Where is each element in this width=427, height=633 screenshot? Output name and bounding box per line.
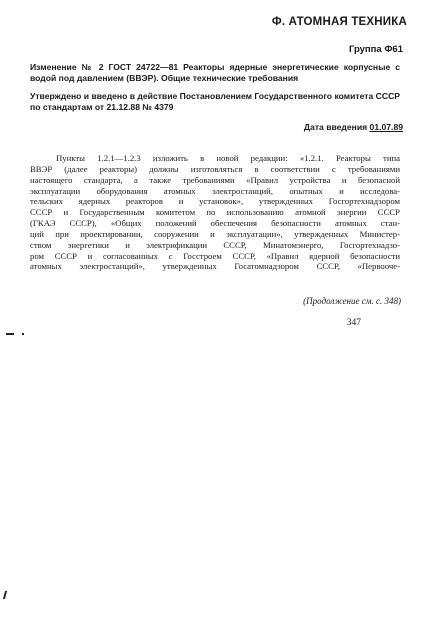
body-line: настоящего стандарта, а также требованиями «Правил устройства и безопасной (30, 174, 400, 185)
date-value: 01.07.89 (369, 122, 403, 132)
section-header: Ф. АТОМНАЯ ТЕХНИКА (271, 16, 407, 28)
date-label: Дата введения (303, 122, 368, 132)
approval-statement: Утверждено и введено в действие Постановлением Государственного комитета СССР по стандартам от 21.12.88 № 4379 (30, 91, 401, 112)
body-line: СССР и Государственным комитетом по использованию атомной энергии СССР (30, 207, 400, 218)
body-line: Пункты 1.2.1—1.2.3 изложить в новой редакции: «1.2.1. Реакторы типа (56, 153, 400, 163)
body-line: атомных электростанций», утвержденных Госатомнадзором СССР, «Первооче- (30, 261, 400, 272)
effective-date (304, 122, 403, 132)
body-line: (ГКАЭ СССР), «Общих положений обеспечения безопасности атомных стан- (30, 218, 400, 229)
scan-mark-corner (3, 591, 7, 599)
scan-mark-dash (6, 333, 14, 335)
page-number: 347 (346, 318, 361, 328)
body-line: эксплуатации оборудования атомных электростанций, опытных и исследова- (30, 185, 400, 196)
body-line: ством энергетики и электрификации СССР, Минатомэнерго, Госгортехнадзо- (30, 239, 400, 250)
body-line: ций при проектировании, сооружении и эксплуатации», утвержденных Министер- (30, 228, 400, 239)
body-line: ром СССР и согласованных с Госстроем СССР, «Правил ядерной безопасности (30, 250, 400, 261)
scan-mark-dot (22, 333, 24, 335)
continuation-note: (Продолжение см. с. 348) (303, 296, 401, 306)
change-title: Изменение № 2 ГОСТ 24722—81 Реакторы ядерные энергетические корпусные с водой под давлением (ВВЭР). Общие технические требования (30, 62, 400, 83)
body-line: ВВЭР (далее реакторы) должны изготовляться в соответствии с требованиями (30, 163, 400, 174)
group-label: Группа Ф61 (348, 44, 403, 55)
body-line: тельских ядерных реакторов и установок», утвержденных Госгортехнадзором (30, 196, 400, 207)
body-paragraph (30, 153, 400, 272)
